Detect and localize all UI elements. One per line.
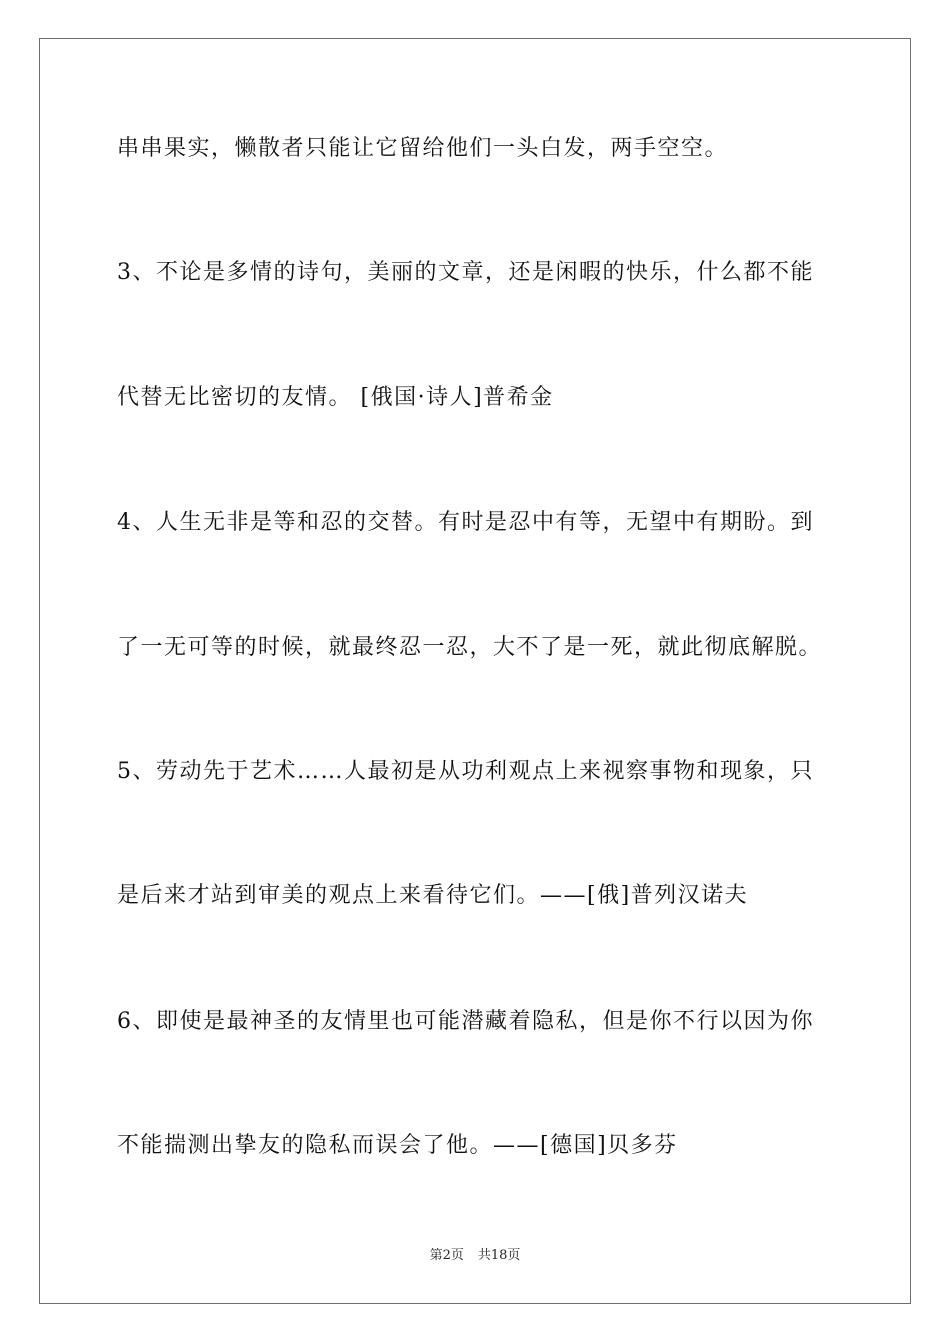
page-total: 共18页 [477,1248,521,1263]
text-line-7: 是后来才站到审美的观点上来看待它们。——[俄]普列汉诺夫 [117,883,749,908]
page-footer [0,1247,950,1265]
text-line-9: 不能揣测出挚友的隐私而误会了他。——[德国]贝多芬 [117,1133,678,1158]
text-line-6: 5、劳动先于艺术……人最初是从功利观点上来视察事物和现象，只 [117,759,814,784]
text-line-5: 了一无可等的时候，就最终忍一忍，大不了是一死，就此彻底解脱。 [117,635,823,660]
text-line-2: 3、不论是多情的诗句，美丽的文章，还是闲暇的快乐，什么都不能 [117,260,814,285]
text-line-4: 4、人生无非是等和忍的交替。有时是忍中有等，无望中有期盼。到 [117,510,814,535]
page-border [39,38,911,1304]
text-line-1: 串串果实，懒散者只能让它留给他们一头白发，两手空空。 [117,136,729,161]
text-line-3: 代替无比密切的友情。 [俄国·诗人]普希金 [117,385,554,410]
page-number: 第2页 [429,1248,464,1263]
text-line-8: 6、即使是最神圣的友情里也可能潜藏着隐私，但是你不行以因为你 [117,1009,814,1034]
